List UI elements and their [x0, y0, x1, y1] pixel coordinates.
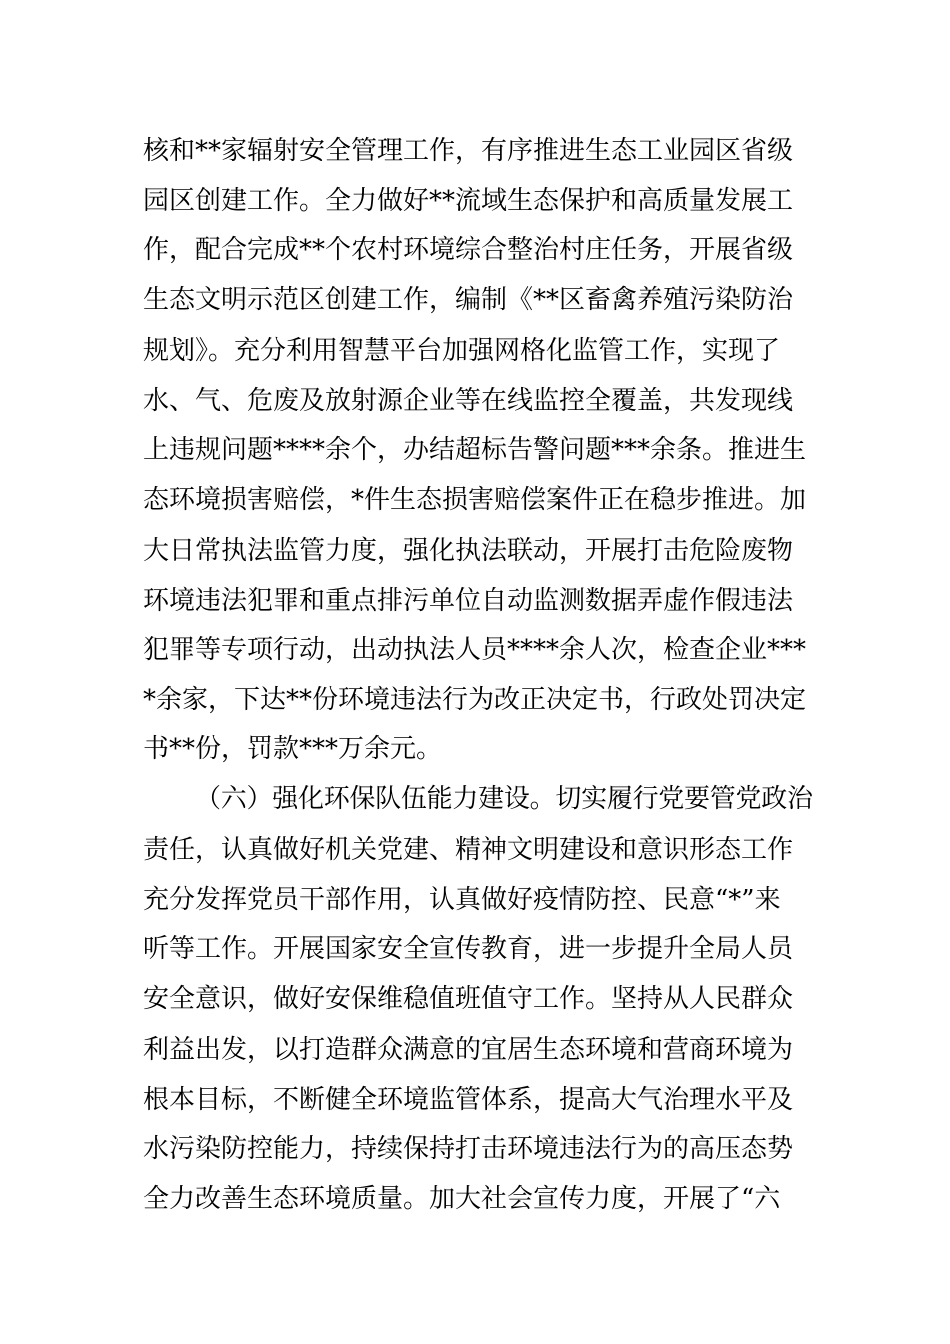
paragraph-first-line: （六）强化环保队伍能力建设。切实履行党要管党政治: [195, 784, 813, 814]
text-line: 作，配合完成**个农村环境综合整治村庄任务，开展省级: [143, 235, 794, 265]
text-line: 责任，认真做好机关党建、精神文明建设和意识形态工作: [143, 835, 794, 865]
text-line: 上违规问题****余个，办结超标告警问题***余条。推进生: [143, 435, 807, 465]
text-line: 园区创建工作。全力做好**流域生态保护和高质量发展工: [143, 186, 794, 216]
text-line: 利益出发，以打造群众满意的宜居生态环境和营商环境为: [143, 1035, 794, 1065]
text-line: 核和**家辐射安全管理工作，有序推进生态工业园区省级: [143, 136, 794, 166]
text-line: 安全意识，做好安保维稳值班值守工作。坚持从人民群众: [143, 984, 794, 1014]
text-line: 根本目标，不断健全环境监管体系，提高大气治理水平及: [143, 1085, 794, 1115]
text-line: 充分发挥党员干部作用，认真做好疫情防控、民意“*”来: [143, 885, 781, 915]
text-line: 听等工作。开展国家安全宣传教育，进一步提升全局人员: [143, 934, 794, 964]
text-line: 全力改善生态环境质量。加大社会宣传力度，开展了“六: [143, 1184, 781, 1214]
text-line: 规划》。充分利用智慧平台加强网格化监管工作，实现了: [143, 336, 781, 366]
text-line: 书**份，罚款***万余元。: [143, 734, 443, 764]
text-line: 大日常执法监管力度，强化执法联动，开展打击危险废物: [143, 536, 794, 566]
text-line: 水污染防控能力，持续保持打击环境违法行为的高压态势: [143, 1134, 794, 1164]
text-line: 犯罪等专项行动，出动执法人员****余人次，检查企业***: [143, 635, 807, 665]
text-line: 态环境损害赔偿，*件生态损害赔偿案件正在稳步推进。加: [143, 485, 807, 515]
text-line: 水、气、危废及放射源企业等在线监控全覆盖，共发现线: [143, 386, 794, 416]
text-line: 环境违法犯罪和重点排污单位自动监测数据弄虚作假违法: [143, 586, 794, 616]
text-line: *余家，下达**份环境违法行为改正决定书，行政处罚决定: [143, 685, 807, 715]
text-line: 生态文明示范区创建工作，编制《**区畜禽养殖污染防治: [143, 285, 794, 315]
